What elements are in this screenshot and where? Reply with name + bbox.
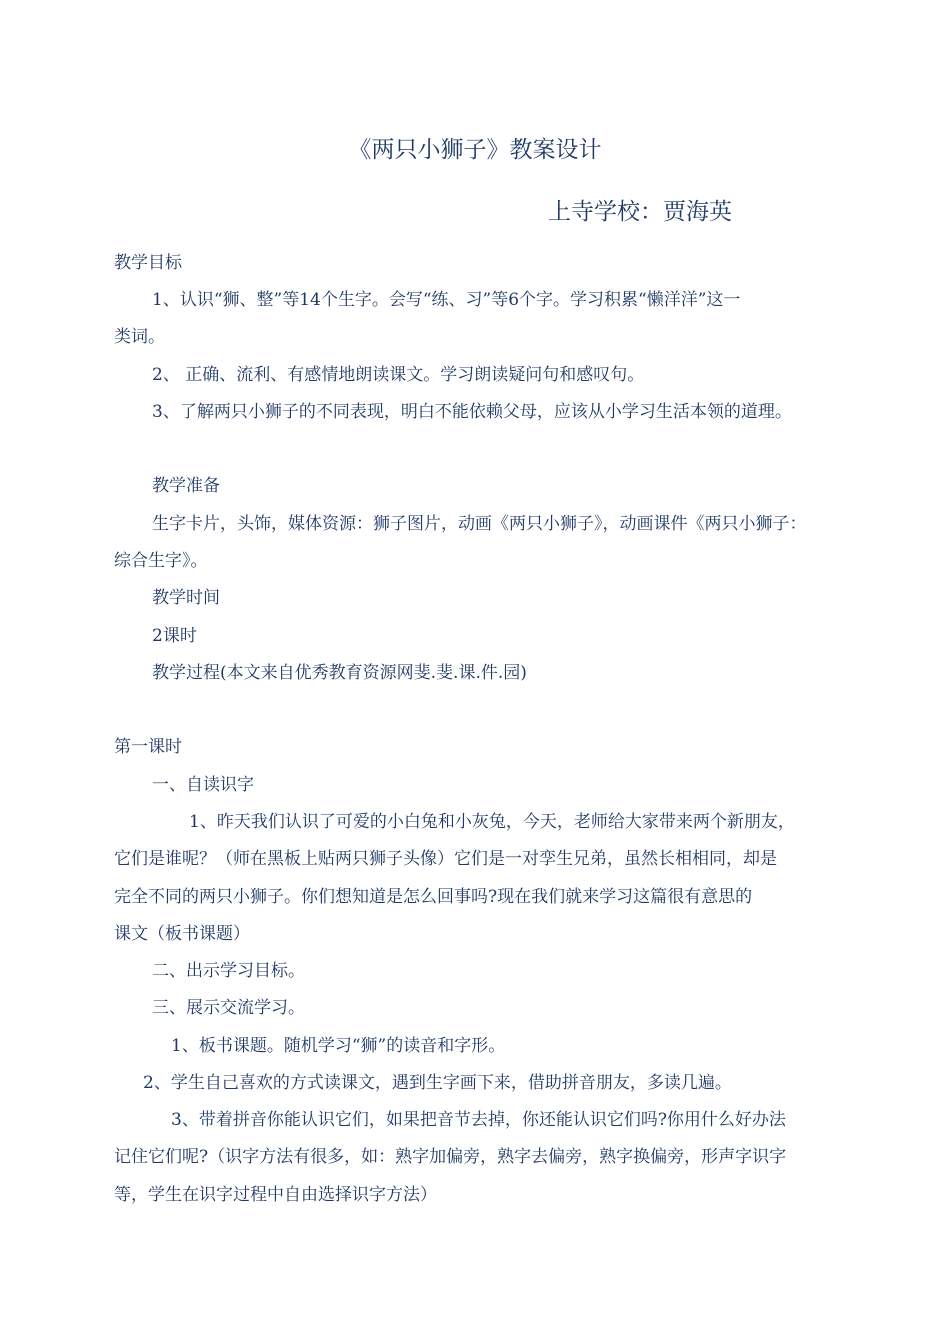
time-heading: 教学时间 (152, 588, 220, 608)
section3-item-3-line-2: 记住它们呢?（识字方法有很多，如：熟字加偏旁，熟字去偏旁，熟字换偏旁，形声字识字 (114, 1147, 787, 1167)
objective-1-line-1: 1、认识“狮、整”等14个生字。会写“练、习”等6个字。学习积累“懒洋洋”这一 (152, 290, 741, 310)
section3-item-1: 1、板书课题。随机学习“狮”的读音和字形。 (171, 1036, 506, 1056)
objectives-heading: 教学目标 (114, 253, 182, 273)
lesson1-section-2: 二、出示学习目标。 (152, 961, 305, 981)
lesson1-paragraph-line-4: 课文（板书课题） (114, 924, 250, 944)
lesson1-section-3: 三、展示交流学习。 (152, 998, 305, 1018)
objective-2: 2、 正确、流利、有感情地朗读课文。学习朗读疑问句和感叹句。 (152, 365, 645, 385)
objective-3: 3、了解两只小狮子的不同表现，明白不能依赖父母，应该从小学习生活本领的道理。 (152, 402, 792, 422)
objective-1-line-2: 类词。 (114, 327, 165, 347)
preparation-line-2: 综合生字》。 (114, 551, 208, 571)
lesson1-paragraph-line-1: 1、昨天我们认识了可爱的小白兔和小灰兔，今天，老师给大家带来两个新朋友， (189, 812, 795, 832)
section3-item-2: 2、学生自己喜欢的方式读课文，遇到生字画下来，借助拼音朋友，多读几遍。 (143, 1073, 732, 1093)
preparation-line-1: 生字卡片，头饰，媒体资源：狮子图片，动画《两只小狮子》，动画课件《两只小狮子： (152, 514, 807, 534)
lesson1-heading: 第一课时 (114, 737, 182, 757)
author-line: 上寺学校：贾海英 (548, 199, 732, 225)
lesson1-paragraph-line-2: 它们是谁呢？（师在黑板上贴两只狮子头像）它们是一对孪生兄弟，虽然长相相同，却是 (114, 849, 777, 869)
process-heading: 教学过程(本文来自优秀教育资源网斐.斐.课.件.园) (152, 663, 527, 683)
preparation-heading: 教学准备 (152, 476, 220, 496)
lesson1-section-1: 一、自读识字 (152, 775, 254, 795)
lesson1-paragraph-line-3: 完全不同的两只小狮子。你们想知道是怎么回事吗?现在我们就来学习这篇很有意思的 (114, 887, 753, 907)
section3-item-3-line-3: 等，学生在识字过程中自由选择识字方法） (114, 1185, 437, 1205)
time-value: 2课时 (152, 626, 197, 646)
document-title: 《两只小狮子》教案设计 (348, 137, 602, 163)
section3-item-3-line-1: 3、带着拼音你能认识它们，如果把音节去掉，你还能认识它们吗?你用什么好办法 (171, 1110, 786, 1130)
